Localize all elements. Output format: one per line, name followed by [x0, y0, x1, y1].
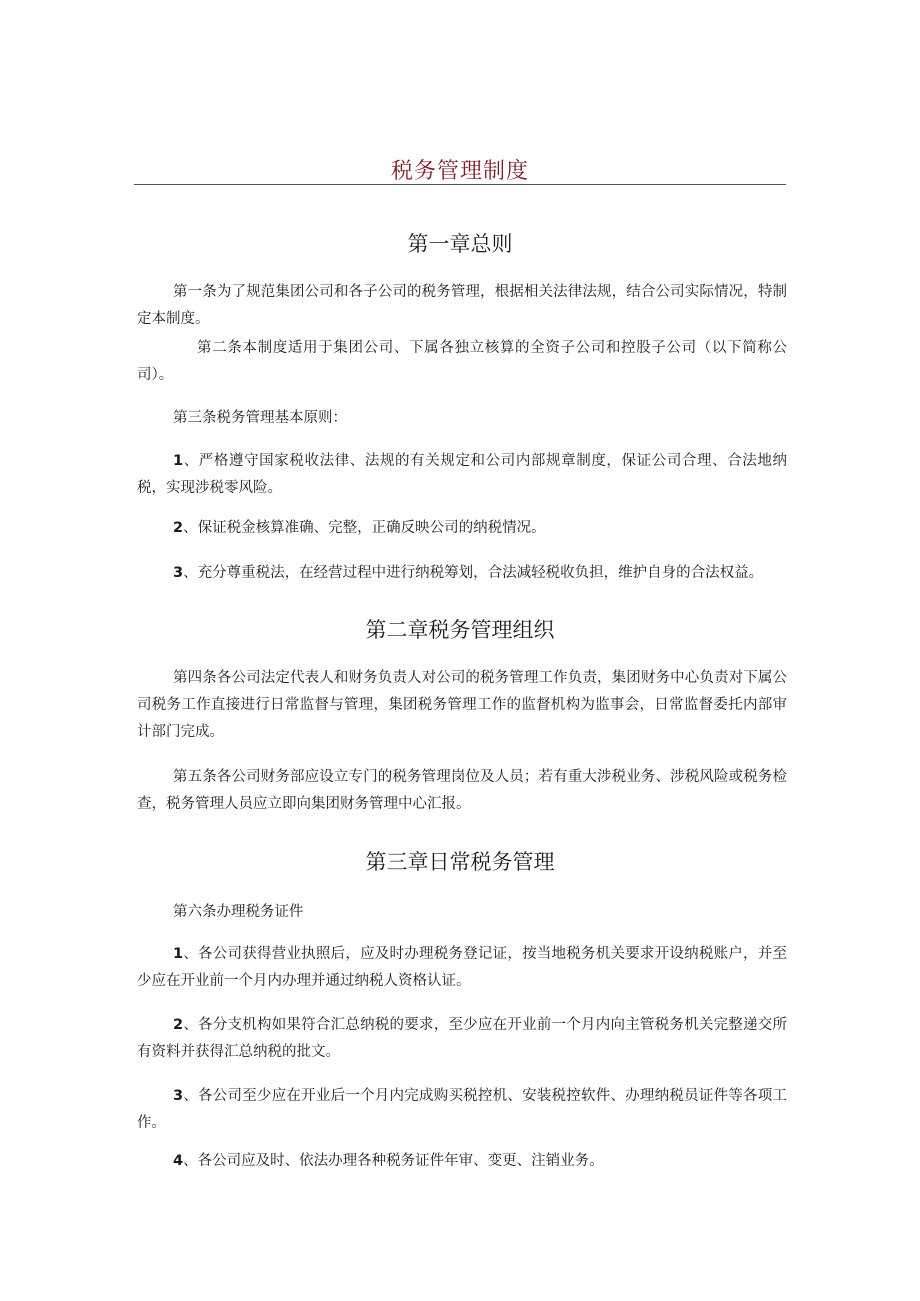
- item-text: 、各公司应及时、依法办理各种税务证件年审、变更、注销业务。: [183, 1153, 604, 1169]
- article-1: 第一条为了规范集团公司和各子公司的税务管理，根据相关法律法规，结合公司实际情况，特制定本制度。: [137, 284, 787, 327]
- ch1-item-2: [137, 515, 787, 542]
- article-3: 第三条税务管理基本原则：: [173, 410, 347, 426]
- item-text: 、充分尊重税法，在经营过程中进行纳税筹划，合法减轻税收负担，维护自身的合法权益。: [183, 565, 764, 581]
- article-4: 第四条各公司法定代表人和财务负责人对公司的税务管理工作负责，集团财务中心负责对下属公司税务工作直接进行日常监督与管理，集团税务管理工作的监督机构为监事会，日常监督委托内部审计部门完成。: [137, 670, 787, 740]
- title-divider: [134, 184, 786, 185]
- item-text: 、各分支机构如果符合汇总纳税的要求，至少应在开业前一个月内向主管税务机关完整递交所有资料并获得汇总纳税的批文。: [137, 1017, 787, 1060]
- article-5: 第五条各公司财务部应设立专门的税务管理岗位及人员；若有重大涉税业务、涉税风险或税务检查，税务管理人员应立即向集团财务管理中心汇报。: [137, 769, 787, 812]
- ch3-item-2: [137, 1012, 787, 1066]
- document-title: 税务管理制度: [390, 159, 529, 184]
- item-number: 1: [173, 946, 184, 962]
- item-number: 3: [173, 1088, 184, 1104]
- chapter-1-heading: 第一章总则: [407, 232, 513, 256]
- item-text: 、各公司获得营业执照后，应及时办理税务登记证，按当地税务机关要求开设纳税账户，并至少应在开业前一个月内办理并通过纳税人资格认证。: [137, 946, 787, 989]
- chapter-3-heading: 第三章日常税务管理: [365, 850, 555, 874]
- item-text: 、严格遵守国家税收法律、法规的有关规定和公司内部规章制度，保证公司合理、合法地纳税，实现涉税零风险。: [137, 453, 787, 496]
- ch1-item-3: [137, 560, 787, 587]
- ch3-item-3: [137, 1083, 787, 1137]
- ch3-item-4: [137, 1148, 787, 1175]
- article-2: 第二条本制度适用于集团公司、下属各独立核算的全资子公司和控股子公司（以下简称公司）。: [137, 340, 787, 383]
- ch1-item-1: [137, 448, 787, 502]
- item-text: 、保证税金核算准确、完整，正确反映公司的纳税情况。: [183, 520, 546, 536]
- item-number: 1: [173, 453, 184, 469]
- article-6: 第六条办理税务证件: [173, 904, 304, 920]
- item-number: 2: [173, 520, 184, 536]
- ch3-item-1: [137, 941, 787, 995]
- item-number: 4: [173, 1153, 184, 1169]
- item-text: 、各公司至少应在开业后一个月内完成购买税控机、安装税控软件、办理纳税员证件等各项工作。: [137, 1088, 787, 1131]
- chapter-2-heading: 第二章税务管理组织: [365, 618, 555, 642]
- item-number: 3: [173, 565, 184, 581]
- item-number: 2: [173, 1017, 184, 1033]
